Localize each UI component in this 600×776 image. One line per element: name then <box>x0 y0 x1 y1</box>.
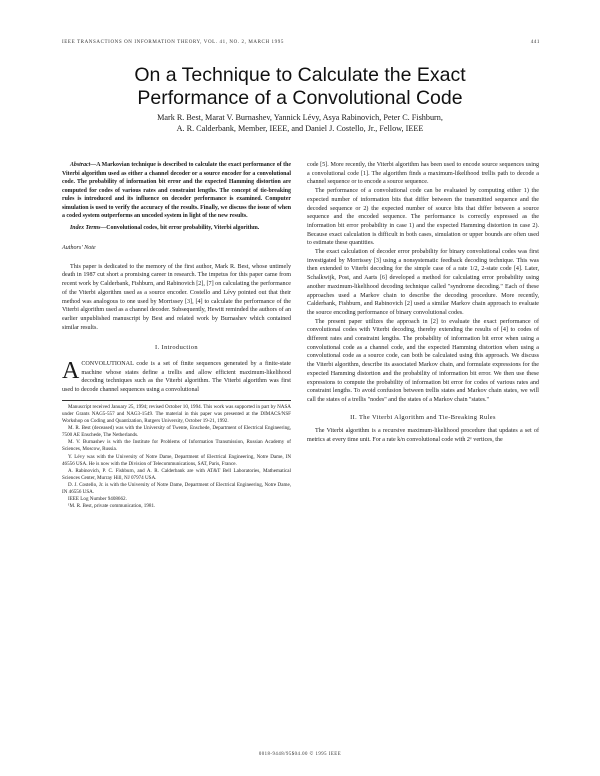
section-1-heading: I. Introduction <box>155 344 198 352</box>
footnote: D. J. Costello, Jr. is with the University of Notre Dame, Department of Electrical Engineering, Notre Dame, IN 46556 USA. <box>62 481 291 495</box>
copyright-footer: 0018-9448/95$04.00 © 1995 IEEE <box>258 752 342 757</box>
paper-title <box>0 64 600 110</box>
journal-name: IEEE TRANSACTIONS ON INFORMATION THEORY, VOL. 41, NO. 2, MARCH 1995 <box>62 40 284 45</box>
abstract-label: Abstract— <box>70 162 97 168</box>
author-list <box>60 113 540 134</box>
authors-note-text: This paper is dedicated to the memory of the first author, Mark R. Best, whose untimely death in 1987 cut short a promising career in research. The impetus for this paper came from recent work by Calderbank, Fishburn, and Rabinovich [2], [7] on calculating the performance of the Viterbi algorithm used as a source encoder. Costello and Lévy pointed out that their method was analogous to one used by Morrissey [3], [4] to calculate the performance of the Viterbi algorithm used as a channel decoder. Subsequently, Hewitt reminded the authors of an earlier unpublished manuscript by Best and related work by Burnashev which contained similar results. <box>62 263 291 331</box>
authors-line-1: Mark R. Best, Marat V. Burnashev, Yannick Lévy, Asya Rabinovich, Peter C. Fishburn, <box>157 113 443 122</box>
right-paragraph-4: The present paper utilizes the approach in [2] to evaluate the exact performance of convolutional codes with Viterbi decoding, thereby extending the results of [4] to codes of different rates and constraint lengths. The probability of information bit error when using a convolutional code as a channel code, and the expected Hamming distortion when using a convolutional code as a source code, can both be calculated using this approach. We discuss the Viterbi algorithm, describe its associated Markov chain, and formulate expressions for the expected Hamming distortion and the probability of information bit error. We then use these expressions to compute the probability of information bit error for codes of various rates and constraint lengths. To avoid confusion between trellis states and Markov chain states, we will call the states of a trellis "nodes" and the states of a Markov chain "states." <box>307 318 539 403</box>
drop-cap: A <box>62 358 80 385</box>
authors-line-2: A. R. Calderbank, Member, IEEE, and Daniel J. Costello, Jr., Fellow, IEEE <box>176 123 424 133</box>
footnote: IEEE Log Number 9408662. <box>68 496 127 503</box>
footnote: Manuscript received January 25, 1994; revised October 10, 1994. This work was supported in part by NASA under Grants NAG5-557 and NAG3-1549. The material in this paper was presented at the DIMACS/NSF Workshop on Coding and Quantization, Rutgers University, October 19-21, 1992. <box>62 403 291 425</box>
section-2-heading: II. The Viterbi Algorithm and Tie-Breaking Rules <box>350 413 496 421</box>
abstract <box>62 161 291 221</box>
authors-note-heading: Authors' Note <box>62 245 96 251</box>
index-terms-text: Convolutional codes, bit error probability, Viterbi algorithm. <box>106 224 260 231</box>
footnote: ¹M. R. Best, private communication, 1981. <box>68 503 156 510</box>
title-line-1: On a Technique to Calculate the Exact <box>134 64 466 86</box>
right-paragraph-3: The exact calculation of decoder error probability for binary convolutional codes was first investigated by Morrissey [3] using a nonsystematic feedback decoding technique. This was then extended to Viterbi decoding for the simple case of a rate 1/2, 2-state code [4]. Later, Schalkwijk, Post, and Aarts [6] developed a method for calculating error probability using another maximum-likelihood decoding technique called "syndrome decoding." Each of these approaches used a Markov chain to describe the decoding procedure. More recently, Calderbank, Fishburn, and Rabinovich [2] used a similar Markov chain approach to evaluate the source encoding performance of binary convolutional codes. <box>307 249 539 316</box>
intro-text: CONVOLUTIONAL code is a set of finite sequences generated by a finite-state machine whose states define a trellis and allow efficient maximum-likelihood decoding techniques such as the Viterbi algorithm. The Viterbi algorithm was first used to decode channel sequences using a convolutional <box>62 361 291 394</box>
right-paragraph-5: The Viterbi algorithm is a recursive maximum-likelihood procedure that updates a set of metrics at every time unit. For a rate k/n convolutional code with 2ᵛ vertices, the <box>307 428 539 444</box>
right-column <box>307 161 539 445</box>
left-column <box>62 161 291 510</box>
right-paragraph-2: The performance of a convolutional code can be evaluated by computing either 1) the expected number of information bits that differ between the transmitted sequence and the decoded sequence or 2) the expected number of source bits that differ between a source sequence and the encoded sequence. The performance is correctly expressed as the information bit error probability in case 1) and the expected Hamming distortion in case 2). Because exact calculation is difficult in both cases, simulation or upper bounds are often used to estimate these quantities. <box>307 188 539 247</box>
footnote: M. R. Best (deceased) was with the University of Twente, Enschede, Department of Electrical Engineering, 7500 AE Enschede, The Netherlands. <box>62 425 291 439</box>
footnotes <box>62 400 291 510</box>
intro-paragraph <box>62 360 291 395</box>
abstract-text: A Markovian technique is described to calculate the exact performance of the Viterbi algorithm used as either a channel decoder or a source encoder for a convolutional code. The probability of information bit error and the expected Hamming distortion are computed for codes of various rates and constraint lengths. The concept of tie-breaking rules is introduced and its influence on decoder performance is examined. Computer simulation is used to verify the accuracy of the results. Finally, we discuss the issue of when a coded system outperforms an uncoded system in light of the new results. <box>62 162 291 219</box>
footnote: Y. Lévy was with the University of Notre Dame, Department of Electrical Engineering, Notre Dame, IN 46556 USA. He is now with the Division of Telecommunications, SAT, Paris, France. <box>62 453 291 467</box>
running-head <box>62 40 540 45</box>
footnote: M. V. Burnashev is with the Institute for Problems of Information Transmission, Russian Academy of Sciences, Moscow, Russia. <box>62 439 291 453</box>
index-terms <box>62 224 291 233</box>
title-line-2: Performance of a Convolutional Code <box>137 87 463 109</box>
page-number: 441 <box>530 40 540 45</box>
right-paragraph-1: code [5]. More recently, the Viterbi algorithm has been used to encode source sequences using a convolutional code [1]. The algorithm finds a maximum-likelihood trellis path to decode a channel sequence or to encode a source sequence. <box>307 162 539 186</box>
footnote: A. Rabinovich, P. C. Fishburn, and A. R. Calderbank are with AT&T Bell Laboratories, Mathematical Sciences Center, Murray Hill, NJ 07974 USA. <box>62 467 291 481</box>
index-terms-label: Index Terms— <box>70 224 107 231</box>
